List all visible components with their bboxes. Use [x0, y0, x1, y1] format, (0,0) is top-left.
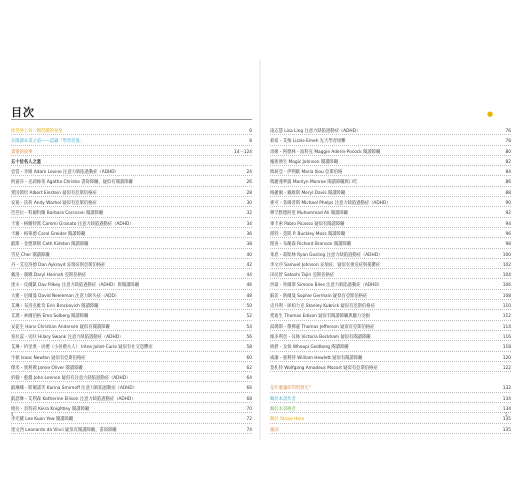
toc-entry-title: 綺拉・奈特莉 Keira Knightley 閱讀障礙: [11, 407, 90, 413]
toc-entry-title: 關於本書繪者: [270, 407, 296, 413]
toc-entry[interactable]: [270, 426, 511, 436]
toc-entry-page: 82: [505, 159, 511, 165]
toc-left-column: [11, 127, 252, 436]
toc-entry-title: 凱琳娜・斯爾諾芙 Karina Smirnoff 注意力缺陷過動症（ADHD）: [11, 386, 138, 392]
toc-entry[interactable]: [11, 137, 252, 147]
toc-entry-page: 106: [502, 283, 511, 289]
toc-entry-title: 關於本書作者: [270, 396, 296, 402]
toc-entry[interactable]: [270, 178, 511, 188]
toc-entry-title: 李文序 Samuel Johnson 妥瑞症、疑似有強迫症與憂鬱症: [270, 262, 381, 268]
toc-entry-title: 畢卡索 Pablo Picasso 疑似有閱讀障礙: [270, 221, 345, 227]
toc-entry-title: 史丹利・庫柏力克 Stanley Kubrick 疑似有亞斯伯格症: [270, 304, 375, 310]
toc-entry-page: 88: [505, 190, 511, 196]
toc-entry-page: 96: [505, 231, 511, 237]
toc-entry-title: 傑米・奧利佛 Jamie Oliver 閱讀障礙: [11, 365, 83, 371]
toc-entry-page: 135: [502, 427, 511, 433]
toc-entry-page: 132: [502, 386, 511, 392]
toc-entry-page: 34: [246, 221, 252, 227]
toc-entry-title: 凌志慧 Lisa Ling 注意力缺陷過動症（ADHD）: [270, 129, 361, 134]
toc-entry-title: 凱斯・金德斯頓 Cath Kidston 閱讀障礙: [11, 242, 89, 248]
toc-entry-title: 威廉・惠利特 William Hewlett 疑似有閱讀障礙: [270, 355, 363, 361]
toc-entry-page: 120: [502, 355, 511, 361]
toc-entry-title: 莫札特 Wolfgang Amadeus Mozart 疑似有亞斯伯格症: [270, 365, 378, 371]
toc-entry-page: 104: [502, 273, 511, 279]
toc-entry-page: 94: [505, 221, 511, 227]
toc-entry-title: 畫情的故事: [11, 149, 33, 155]
toc-entry-page: 24: [246, 170, 252, 176]
toc-entry[interactable]: [270, 148, 511, 158]
toc-entry-page: 58: [246, 345, 252, 351]
toc-entry-title: 卡蜜・格蘭特派 Cammi Granato 注意力缺陷過動症（ADHD）: [11, 221, 134, 227]
toc-entry[interactable]: [11, 148, 252, 158]
toc-entry[interactable]: [11, 364, 252, 374]
toc-entry-title: 馬姬・阿德林・波科克 Maggie Aderin-Pocock 閱讀障礙: [270, 149, 381, 155]
toc-entry-title: 謝詞: [270, 427, 279, 433]
toc-entry-page: 116: [502, 334, 511, 340]
toc-entry[interactable]: [11, 281, 252, 291]
toc-entry-title: 穆罕默德阿里 Muhammad Ali 閱讀障礙: [270, 211, 348, 217]
toc-entry-page: 48: [246, 293, 252, 299]
toc-entry[interactable]: [11, 189, 252, 199]
toc-entry-title: 艾琳・布洛克維奇 Erin Brockovich 閱讀障礙: [11, 304, 99, 310]
toc-entry-title: 卡蘿・格萊德 Carol Greider 閱讀障礙: [11, 231, 86, 237]
toc-entry-page: 46: [246, 283, 252, 289]
toc-entry[interactable]: [11, 251, 252, 261]
toc-entry-page: 74: [246, 427, 252, 433]
toc-entry-title: 給世界上每一顆閃耀的星星: [11, 129, 63, 134]
toc-entry-page: 56: [246, 334, 252, 340]
toc-entry[interactable]: [11, 302, 252, 312]
toc-entry-page: 90: [505, 201, 511, 207]
toc-entry-page: 44: [246, 273, 252, 279]
toc-entry-page: 54: [246, 324, 252, 330]
toc-entry-page: 78: [505, 139, 511, 145]
toc-entry-page: 102: [502, 262, 511, 268]
toc-entry-title: 凱瑟琳・艾利森 Katherine Ellison 注意力缺陷過動症（ADHD）: [11, 396, 136, 402]
toc-entry-title: 愛迪生 Thomas Edison 疑似有閱讀障礙與聽力受損: [270, 314, 370, 320]
toc-entry-page: 84: [505, 170, 511, 176]
toc-entry-title: 瑪莉亞・伊利歐 Maria Iliou 亞斯伯格: [270, 170, 343, 176]
toc-entry-page: 134: [502, 396, 511, 402]
toc-entry[interactable]: [270, 354, 511, 364]
toc-entry-title: 梅麗爾・戴維斯 Meryl Davis 閱讀障礙: [270, 190, 346, 196]
toc-entry-page: 28: [246, 190, 252, 196]
toc-entry-page: 134: [502, 407, 511, 413]
toc-entry[interactable]: [270, 343, 511, 353]
toc-entry-page: 70: [246, 407, 252, 413]
toc-entry-title: 琥碧・戈柏 Whoopi Goldberg 閱讀障礙: [270, 345, 349, 351]
toc-entry-page: 66: [246, 386, 252, 392]
toc-entry[interactable]: [11, 333, 252, 343]
bee-icon: ●: [487, 110, 494, 118]
toc-entry-title: 艾琳・約里奧・居禮（小居禮夫人） Irène Joliot-Curie 疑似有社交恐懼症: [11, 345, 153, 351]
toc-entry-page: 114: [502, 324, 511, 330]
toc-entry-title: 理查・布蘭森 Richard Branson 閱讀障礙: [270, 242, 352, 248]
toc-entry[interactable]: [11, 220, 252, 230]
toc-entry-title: 戴洛・漢娜 Daryl Hannah 亞斯伯格症: [11, 273, 87, 279]
toc-entry[interactable]: [270, 261, 511, 271]
toc-entry-title: 西蒙・拜爾斯 Simone Biles 注意力缺陷過動症（ADHD）: [270, 283, 382, 289]
toc-entry[interactable]: [270, 395, 511, 405]
toc-entry-title: 李光耀 Lee Kuan Yew 閱讀障礙: [11, 417, 74, 423]
toc-entry-page: 42: [246, 262, 252, 268]
toc-entry-page: 40: [246, 252, 252, 258]
toc-entry[interactable]: [11, 261, 252, 271]
toc-entry[interactable]: [270, 384, 511, 394]
toc-entry-title: 達夫・皮爾凱 Dav Pilkey 注意力缺陷過動症（ADHD）與閱讀障礙: [11, 283, 140, 289]
toc-entry[interactable]: [270, 415, 511, 425]
toc-entry-title: 愛因斯坦 Albert Einstein 疑似有亞斯伯格症: [11, 190, 97, 196]
toc-entry-title: 安徒生 Hans Christian Andersen 疑似有閱讀障礙: [11, 324, 110, 330]
toc-entry-page: 92: [505, 211, 511, 217]
toc-entry-page: 52: [246, 314, 252, 320]
toc-entry-title: 艾瑪・索爾伯格 Ema Solberg 閱讀障礙: [11, 314, 89, 320]
toc-entry-title: 湯瑪斯・傑佛遜 Thomas Jefferson 疑似有亞斯伯格症: [270, 324, 375, 330]
toc-entry[interactable]: [11, 158, 252, 168]
toc-entry-title: 魔術強生 Magic Johnson 閱讀障礙: [270, 159, 339, 165]
toc-entry-page: 50: [246, 304, 252, 310]
toc-entry[interactable]: [270, 333, 511, 343]
toc-entry-page: 98: [505, 242, 511, 248]
toc-entry-page: 118: [502, 345, 511, 351]
toc-entry[interactable]: [270, 312, 511, 322]
toc-entry-page: 68: [246, 396, 252, 402]
toc-entry-page: 60: [246, 355, 252, 361]
toc-entry-page: 72: [246, 417, 252, 423]
toc-entry[interactable]: [270, 199, 511, 209]
toc-entry-page: 108: [502, 293, 511, 299]
toc-entry[interactable]: [270, 189, 511, 199]
toc-entry[interactable]: [11, 323, 252, 333]
toc-entry-title: 麥可・菲爾普斯 Michael Phelps 注意力缺陷過動症（ADHD）: [270, 201, 391, 207]
toc-entry[interactable]: [270, 364, 511, 374]
toc-entry[interactable]: [270, 158, 511, 168]
toc-entry-page: 26: [246, 180, 252, 186]
toc-entry[interactable]: [11, 230, 252, 240]
toc-entry[interactable]: [11, 405, 252, 415]
toc-entry[interactable]: [11, 199, 252, 209]
toc-entry-title: 維多利亞・貝絲 Victoria Beckham 疑似有閱讀障礙: [270, 334, 371, 340]
toc-entry-title: 丹・艾克洛德 Dan Aykroyd 妥瑞症與亞斯伯格症: [11, 262, 106, 268]
toc-entry-page: 122: [502, 365, 511, 371]
toc-entry-title: 是什麼讓你閃閃發光？: [270, 386, 313, 392]
toc-entry[interactable]: [11, 292, 252, 302]
left-page-number: 4: [11, 412, 14, 417]
toc-entry[interactable]: [270, 251, 511, 261]
toc-entry-title: 莉希・艾梅 Lizzie Emeh 先天學習困難: [270, 139, 346, 145]
page-gutter: [259, 60, 261, 440]
toc-entry-title: 亞當・李維 Adam Levine 注意力缺陷過動症（ADHD）: [11, 170, 119, 176]
toc-entry[interactable]: [11, 178, 252, 188]
toc-entry[interactable]: [270, 405, 511, 415]
toc-entry-title: 田尻智 Satoshi Tajiri 亞斯伯格症: [270, 273, 335, 279]
toc-entry[interactable]: [270, 271, 511, 281]
toc-entry[interactable]: [11, 426, 252, 436]
toc-entry-page: 8: [249, 139, 252, 145]
toc-entry[interactable]: [11, 240, 252, 250]
toc-entry-title: 關於 Stripe Hero: [270, 417, 305, 423]
toc-entry[interactable]: [270, 240, 511, 250]
toc-entry-page: 62: [246, 365, 252, 371]
toc-entry-title: 派特・莫斯 P. Buckley Moss 閱讀障礙: [270, 231, 346, 237]
toc-entry-page: 112: [502, 314, 511, 320]
toc-entry[interactable]: [11, 271, 252, 281]
toc-entry-title: 五十位名人之星: [11, 159, 42, 165]
toc-entry[interactable]: [11, 312, 252, 322]
toc-entry[interactable]: [270, 220, 511, 230]
toc-entry-title: 約翰・藍儂 John Lennon 疑似有注意力缺陷過動症（ADHD）: [11, 376, 131, 382]
toc-entry-title: 瑪麗蓮夢露 Marilyn Monroe 閱讀障礙與口吃: [270, 180, 358, 186]
toc-entry-page: 86: [505, 180, 511, 186]
toc-entry[interactable]: [11, 374, 252, 384]
toc-entry-title: 大衛・尼爾曼 David Neeleman 注意力缺失症（ADD）: [11, 293, 120, 299]
toc-entry[interactable]: [11, 343, 252, 353]
toc-entry-title: 雪兒 Cher 閱讀障礙: [11, 252, 50, 258]
toc-entry-page: 38: [246, 242, 252, 248]
toc-entry-page: 14－124: [234, 149, 252, 155]
toc-entry-title: 阿嘉莎・克莉絲蒂 Agatha Christie 書寫障礙、疑似有閱讀障礙: [11, 180, 133, 186]
toc-entry-page: 80: [505, 149, 511, 155]
toc-entry-title: 牛頓 Isaac Newton 疑似有亞斯伯格症: [11, 355, 86, 361]
toc-entry[interactable]: [11, 354, 252, 364]
toc-entry[interactable]: [270, 281, 511, 291]
toc-entry-page: 6: [249, 129, 252, 134]
toc-entry-title: 安迪・沃荷 Andy Warhol 疑似有亞斯伯格症: [11, 201, 97, 207]
toc-spacer: [270, 374, 511, 384]
toc-entry[interactable]: [270, 137, 511, 147]
toc-entry-title: 芭芭拉・科爾科蘭 Barbara Corcoran 閱讀障礙: [11, 211, 104, 217]
toc-entry[interactable]: [11, 168, 252, 178]
toc-entry-title: 蘇菲・熱爾曼 Sophie Germain 疑似有亞斯伯格症: [270, 293, 368, 299]
toc-right-column: [270, 127, 511, 436]
toc-entry[interactable]: [11, 395, 252, 405]
toc-entry[interactable]: [270, 209, 511, 219]
toc-entry[interactable]: [270, 127, 511, 137]
toc-entry-page: 32: [246, 211, 252, 217]
title-rule: [11, 119, 252, 120]
toc-entry-page: 135: [502, 417, 511, 423]
toc-entry-title: 希拉蕊・史旺 Hilary Swank 注意力缺陷過動症（ADHD）: [11, 334, 124, 340]
toc-entry[interactable]: [11, 209, 252, 219]
toc-entry[interactable]: [270, 230, 511, 240]
toc-entry-title: 在閱讀本書之前——認識「學習差異」: [11, 139, 85, 145]
toc-entry-page: 36: [246, 231, 252, 237]
toc-entry-page: 110: [502, 304, 511, 310]
toc-entry[interactable]: [270, 292, 511, 302]
toc-entry-page: 64: [246, 376, 252, 382]
toc-entry[interactable]: [270, 302, 511, 312]
page-title: 目次: [11, 106, 35, 119]
toc-entry[interactable]: [270, 168, 511, 178]
toc-entry-page: 30: [246, 201, 252, 207]
toc-entry[interactable]: [270, 323, 511, 333]
toc-entry-page: 76: [505, 129, 511, 134]
toc-entry-title: 達文西 Leonardo da Vinci 疑似有閱讀障礙、書寫障礙: [11, 427, 117, 433]
toc-entry-title: 萊恩・葛斯林 Ryan Gosling 注意力缺陷過動症（ADHD）: [270, 252, 383, 258]
right-page-number: 5: [505, 412, 508, 417]
toc-entry[interactable]: [11, 384, 252, 394]
toc-entry[interactable]: [11, 415, 252, 425]
toc-entry[interactable]: [11, 127, 252, 137]
toc-entry-page: 100: [502, 252, 511, 258]
